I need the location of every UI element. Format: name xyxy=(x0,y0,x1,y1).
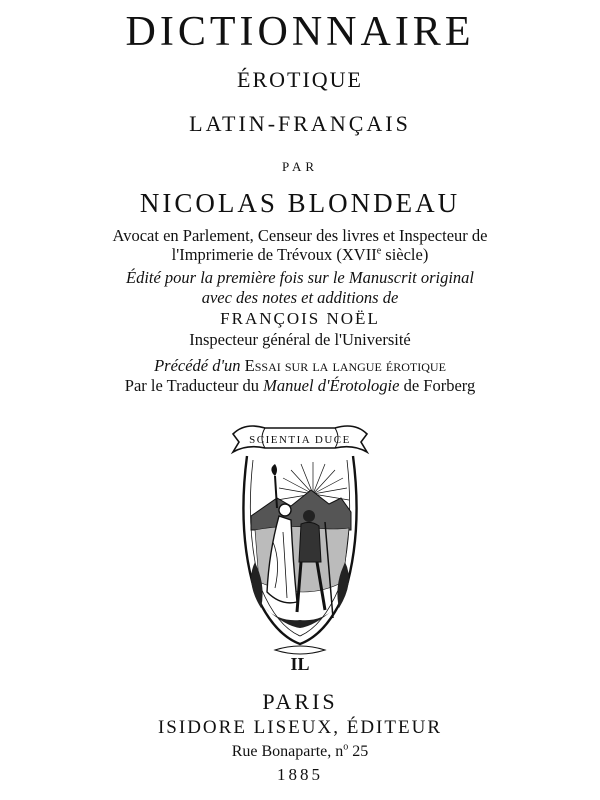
motto-banner xyxy=(233,426,367,452)
book-subtitle: ÉROTIQUE xyxy=(237,67,363,92)
publisher-name: ISIDORE LISEUX, ÉDITEUR xyxy=(157,717,442,738)
by-label: PAR xyxy=(281,159,319,174)
publisher-monogram xyxy=(275,646,325,674)
editor-title: Inspecteur général de l'Université xyxy=(189,330,411,349)
publisher-emblem xyxy=(225,412,375,674)
author-description-line-2: l'Imprimerie de Trévoux (XVIIe siècle) xyxy=(171,245,429,264)
author-name: NICOLAS BLONDEAU xyxy=(139,188,461,218)
publication-year: 1885 xyxy=(277,765,323,784)
book-title: DICTIONNAIRE xyxy=(125,9,475,55)
edition-note-line-1: Édité pour la première fois sur le Manuscrit original xyxy=(125,268,474,287)
emblem-monogram: IL xyxy=(290,654,310,674)
edition-note-line-2: avec des notes et additions de xyxy=(201,288,399,307)
editor-name: FRANÇOIS NOËL xyxy=(220,309,380,328)
publication-city: PARIS xyxy=(262,689,338,714)
emblem-motto: SCIENTIA DUCE xyxy=(249,434,351,446)
preface-note: Précédé d'un Essai sur la langue érotique xyxy=(154,356,446,375)
book-languages: LATIN-FRANÇAIS xyxy=(189,111,411,136)
translator-note: Par le Traducteur du Manuel d'Érotologie de Forberg xyxy=(124,376,476,395)
author-description-line-1: Avocat en Parlement, Censeur des livres et Inspecteur de xyxy=(112,226,488,245)
publisher-address: Rue Bonaparte, $n^o$ 25 xyxy=(231,741,369,760)
